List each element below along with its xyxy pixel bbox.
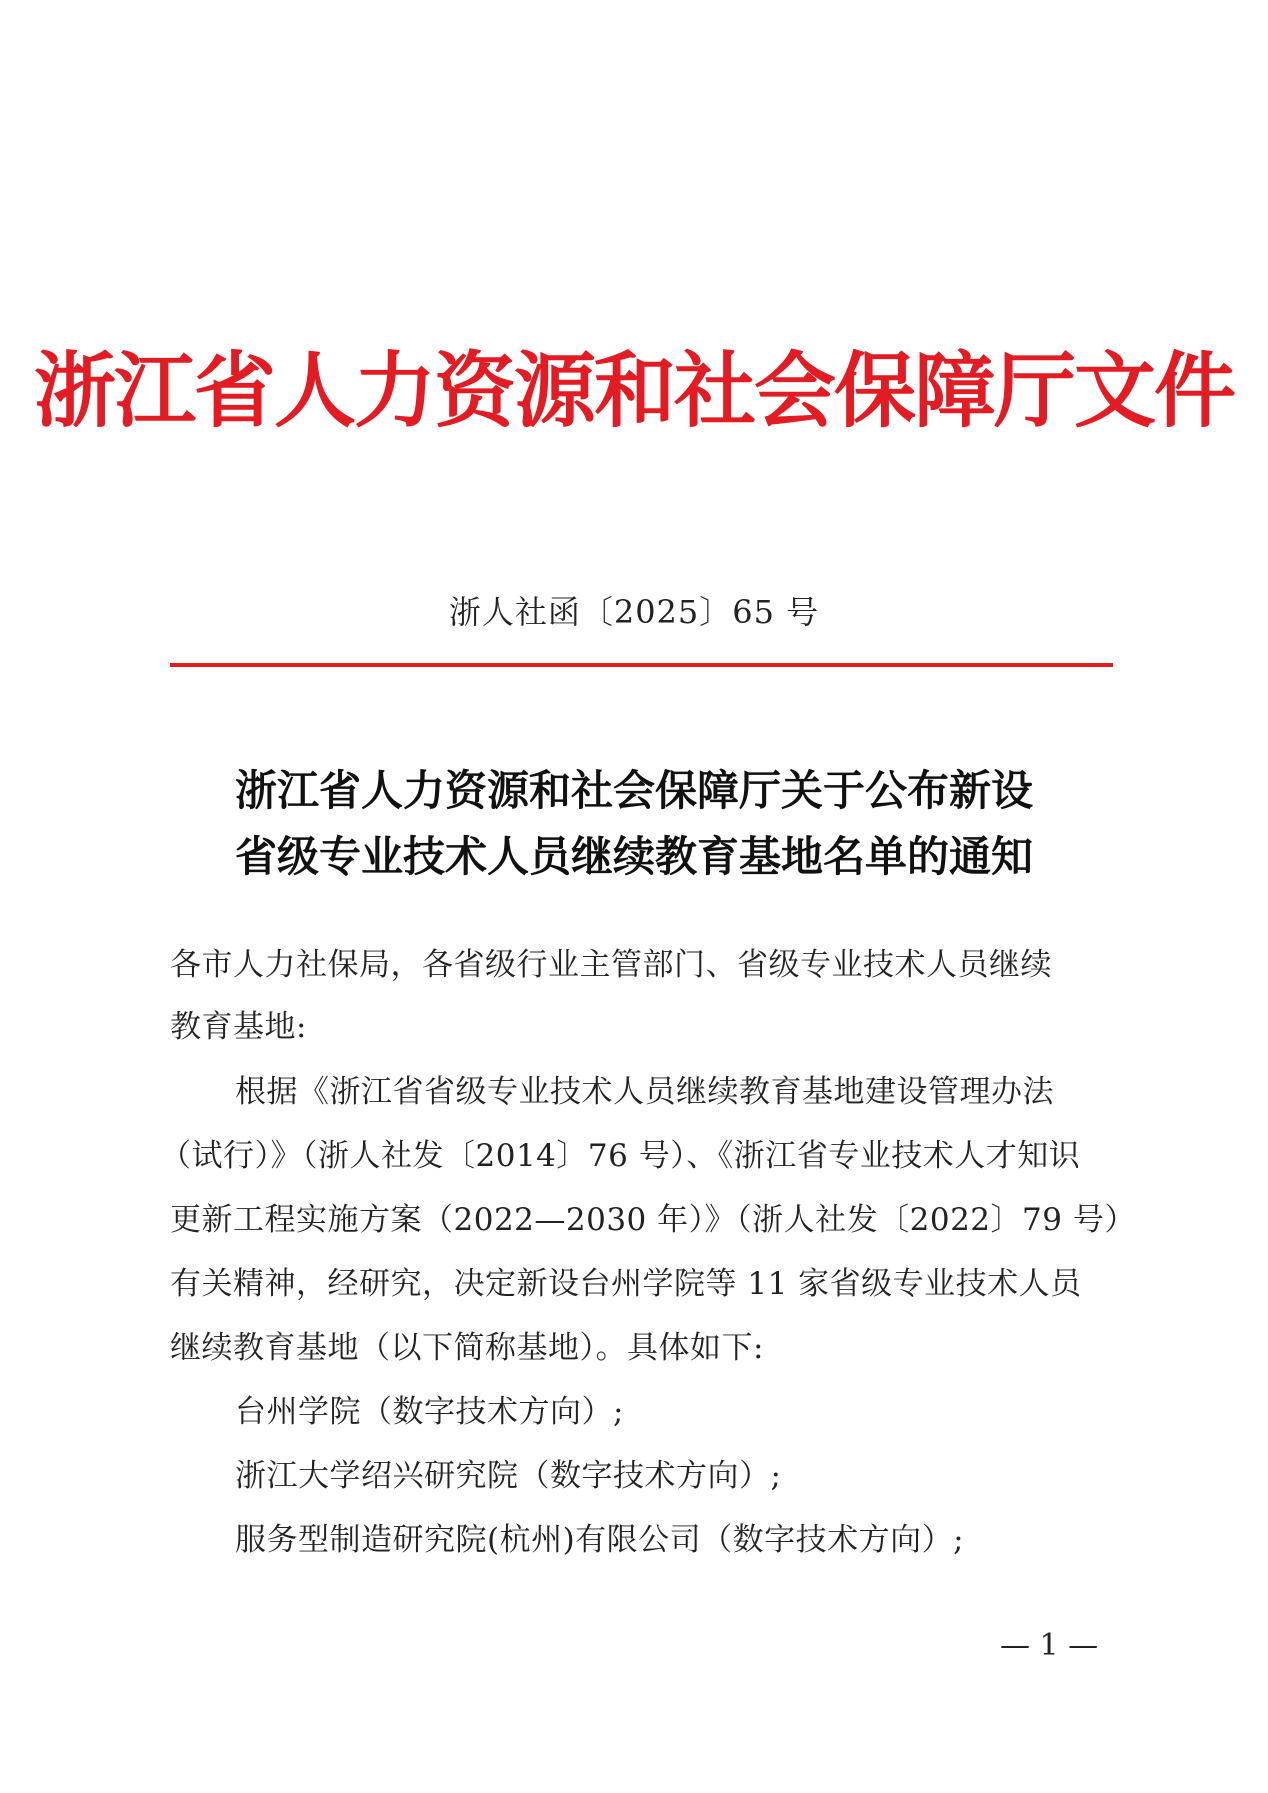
list-item: 浙江大学绍兴研究院（数字技术方向）; (235, 1458, 782, 1494)
page-number: — 1 — (1000, 1628, 1099, 1663)
addressee-line-1: 各市人力社保局，各省级行业主管部门、省级专业技术人员继续 (170, 947, 1052, 983)
masthead-title: 浙江省人力资源和社会保障厅文件 (33, 343, 1234, 439)
notice-title-line-2: 省级专业技术人员继续教育基地名单的通知 (234, 832, 1033, 881)
document-number: 浙人社函〔2025〕65 号 (448, 593, 820, 631)
paragraph-line-2: （试行）》（浙人社发〔2014〕76 号）、《浙江省专业技术人才知识 (160, 1138, 1081, 1174)
red-divider-line (170, 663, 1113, 667)
paragraph-line-5: 继续教育基地（以下简称基地）。具体如下: (170, 1330, 764, 1366)
paragraph-line-4: 有关精神，经研究，决定新设台州学院等 11 家省级专业技术人员 (170, 1266, 1082, 1302)
paragraph-line-1: 根据《浙江省省级专业技术人员继续教育基地建设管理办法 (235, 1074, 1054, 1110)
addressee-line-2: 教育基地: (170, 1009, 307, 1045)
notice-title-line-1: 浙江省人力资源和社会保障厅关于公布新设 (234, 766, 1033, 815)
list-item: 台州学院（数字技术方向）; (235, 1394, 624, 1430)
paragraph-line-3: 更新工程实施方案（2022—2030 年）》（浙人社发〔2022〕79 号） (170, 1202, 1136, 1238)
list-item: 服务型制造研究院(杭州)有限公司（数字技术方向）; (235, 1522, 965, 1558)
